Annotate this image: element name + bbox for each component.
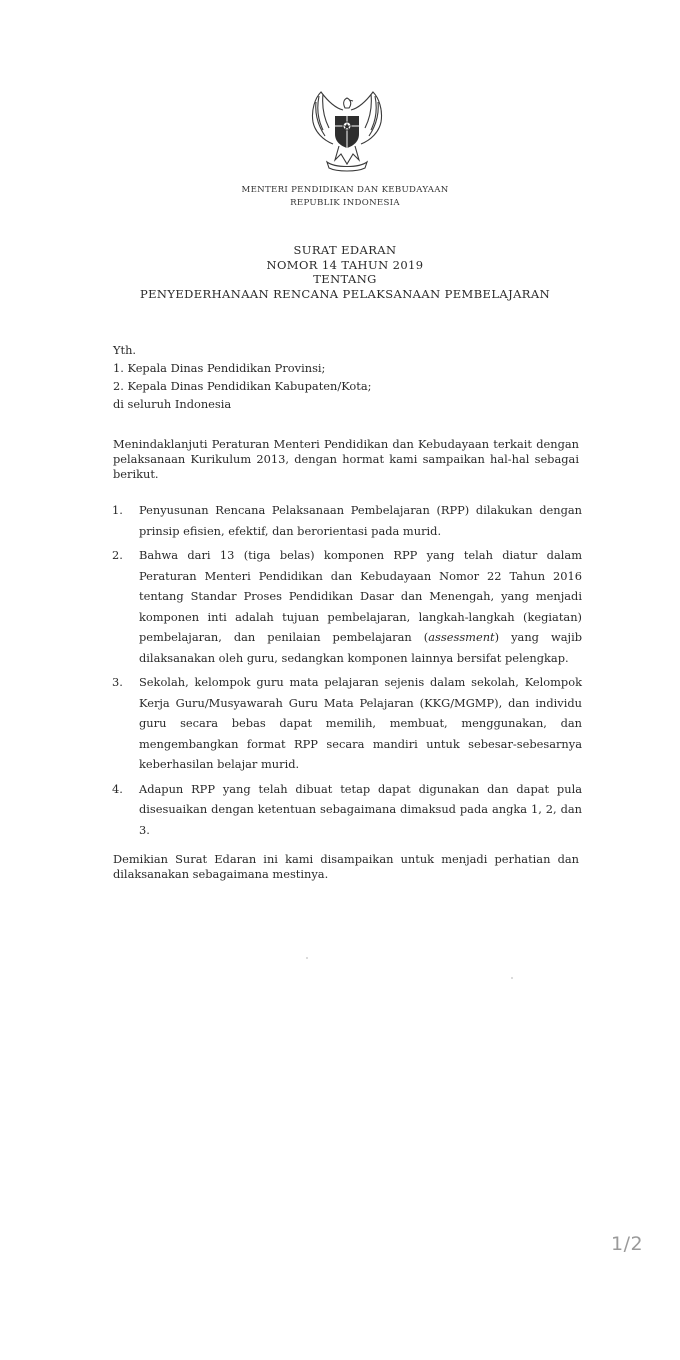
recipient-location: di seluruh Indonesia	[113, 397, 232, 411]
list-item-number: 3.	[112, 675, 123, 689]
title-line-subject: PENYEDERHANAAN RENCANA PELAKSANAAN PEMBELAJARAN	[139, 286, 551, 301]
points-list	[112, 500, 582, 844]
list-item-number: 4.	[112, 781, 123, 796]
list-item-number: 2.	[112, 548, 123, 562]
scan-speck	[306, 957, 308, 959]
list-item-text: Sekolah, kelompok guru mata pelajaran sejenis dalam sekolah, Kelompok Kerja Guru/Musyawarah Guru Mata Pelajaran (KKG/MGMP), dan individu guru secara bebas dapat memilih, membuat, menggunakan, dan mengembangkan format RPP secara mandiri untuk sebesar-sebesarnya keberhasilan belajar murid.	[139, 675, 582, 771]
page-indicator: 1/2	[611, 1233, 644, 1255]
title-line-about: TENTANG	[313, 272, 377, 286]
ministry-name: MENTERI PENDIDIKAN DAN KEBUDAYAAN	[241, 185, 449, 195]
scan-speck	[511, 977, 513, 979]
recipients-block	[113, 341, 371, 413]
recipient-item: 1. Kepala Dinas Pendidikan Provinsi;	[113, 361, 326, 375]
list-item-text	[139, 545, 582, 668]
ministry-country: REPUBLIK INDONESIA	[290, 198, 400, 208]
list-item-text-part: Bahwa dari 13 (tiga belas) komponen RPP yang telah diatur dalam Peraturan Menteri Pendidikan dan Kebudayaan Nomor 22 Tahun 2016 tentang Standar Proses Pendidikan Dasar dan Menengah, yang menjadi komponen inti adalah tujuan pembelajaran, langkah-langkah (kegiatan) pembelajaran, dan penilaian pembelajaran (	[139, 548, 582, 644]
list-item-text-italic: assessment	[428, 630, 495, 644]
title-line-type: SURAT EDARAN	[293, 243, 397, 257]
list-item	[112, 500, 582, 541]
list-item-number: 1.	[112, 503, 123, 517]
list-item-text-part: ) yang wajib dilaksanakan oleh guru, sedangkan komponen lainnya bersifat pelengkap.	[139, 630, 583, 665]
recipient-item: 2. Kepala Dinas Pendidikan Kabupaten/Kota;	[113, 379, 372, 393]
list-item-text: Penyusunan Rencana Pelaksanaan Pembelajaran (RPP) dilakukan dengan prinsip efisien, efektif, dan berorientasi pada murid.	[139, 503, 582, 538]
document-title	[0, 243, 680, 301]
closing-paragraph: Demikian Surat Edaran ini kami disampaikan untuk menjadi perhatian dan dilaksanakan sebagaimana mestinya.	[113, 852, 579, 881]
garuda-emblem-icon	[305, 88, 389, 174]
list-item-text: Adapun RPP yang telah dibuat tetap dapat digunakan dan dapat pula disesuaikan dengan ketentuan sebagaimana dimaksud pada angka 1, 2, dan 3.	[139, 781, 582, 837]
list-item	[112, 672, 582, 775]
salutation: Yth.	[113, 343, 137, 357]
title-line-number: NOMOR 14 TAHUN 2019	[266, 257, 424, 272]
list-item	[112, 545, 582, 668]
list-item	[112, 779, 582, 841]
intro-paragraph: Menindaklanjuti Peraturan Menteri Pendidikan dan Kebudayaan terkait dengan pelaksanaan Kurikulum 2013, dengan hormat kami sampaikan hal-hal sebagai berikut.	[113, 437, 579, 481]
